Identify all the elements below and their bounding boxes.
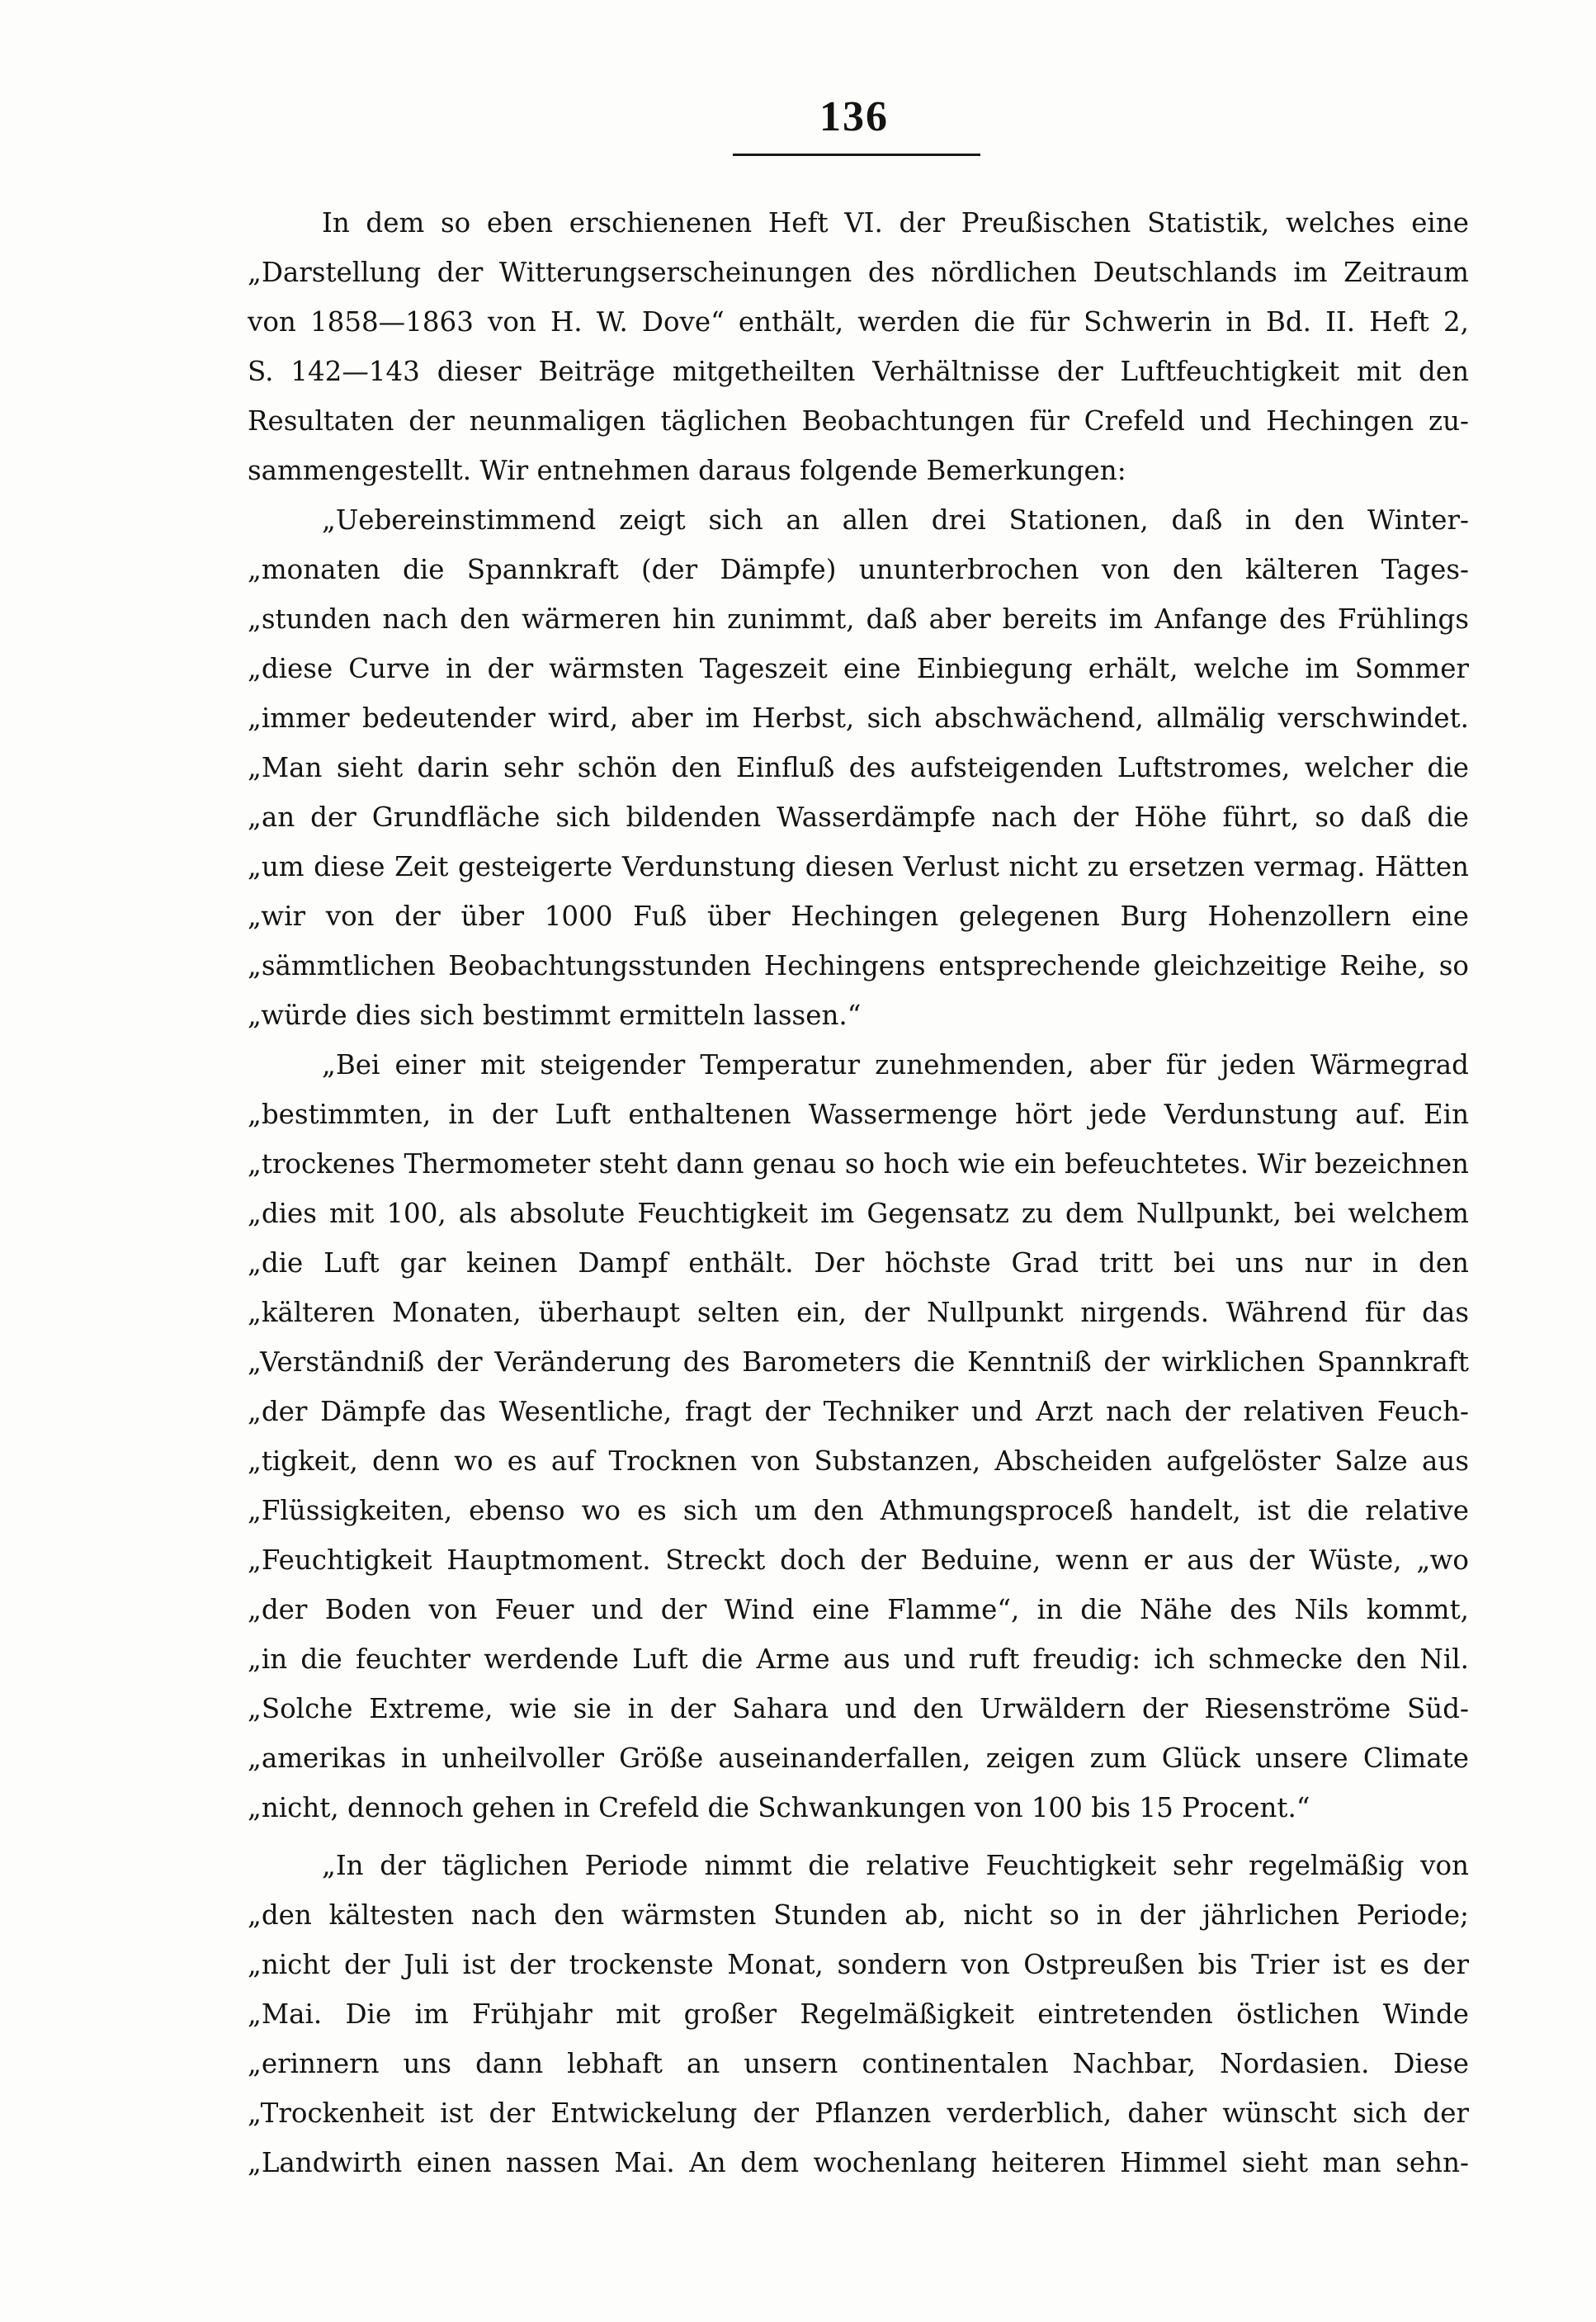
text-line: „Bei einer mit steigender Temperatur zunehmenden, aber für jeden Wärmegrad	[322, 1049, 1469, 1081]
text-line: „Flüssigkeiten, ebenso wo es sich um den Athmungsproceß handelt, ist die relative	[248, 1495, 1469, 1526]
text-line: „dies mit 100, als absolute Feuchtigkeit im Gegensatz zu dem Nullpunkt, bei welchem	[248, 1198, 1469, 1229]
text-line: „Feuchtigkeit Hauptmoment. Streckt doch der Beduine, wenn er aus der Wüste, „wo	[248, 1544, 1469, 1576]
paragraph-3	[248, 1040, 1469, 1833]
text-line: „stunden nach den wärmeren hin zunimmt, daß aber bereits im Anfange des Frühlings	[248, 603, 1469, 635]
text-line: In dem so eben erschienenen Heft VI. der Preußischen Statistik, welches eine	[322, 207, 1469, 239]
text-line: „Man sieht darin sehr schön den Einfluß des aufsteigenden Luftstromes, welcher die	[248, 752, 1469, 783]
paragraph-2	[248, 495, 1469, 1040]
text-line: „in die feuchter werdende Luft die Arme aus und ruft freudig: ich schmecke den Nil.	[248, 1643, 1469, 1675]
text-line: „diese Curve in der wärmsten Tageszeit eine Einbiegung erhält, welche im Sommer	[248, 653, 1469, 684]
text-line: „um diese Zeit gesteigerte Verdunstung diesen Verlust nicht zu ersetzen vermag. Hätten	[248, 851, 1469, 882]
text-line: sammengestellt. Wir entnehmen daraus folgende Bemerkungen:	[248, 455, 1126, 486]
text-line: „kälteren Monaten, überhaupt selten ein, der Nullpunkt nirgends. Während für das	[248, 1297, 1469, 1328]
text-line: „trockenes Thermometer steht dann genau so hoch wie ein befeuchtetes. Wir bezeichnen	[248, 1148, 1469, 1180]
text-line: „immer bedeutender wird, aber im Herbst, sich abschwächend, allmälig verschwindet.	[248, 702, 1469, 734]
text-line: „an der Grundfläche sich bildenden Wasserdämpfe nach der Höhe führt, so daß die	[248, 802, 1469, 833]
text-line: von 1858—1863 von H. W. Dove“ enthält, werden die für Schwerin in Bd. II. Heft 2,	[248, 306, 1469, 338]
text-line: „amerikas in unheilvoller Größe auseinanderfallen, zeigen zum Glück unsere Climate	[248, 1743, 1469, 1774]
text-line: „die Luft gar keinen Dampf enthält. Der höchste Grad tritt bei uns nur in den	[248, 1247, 1469, 1279]
text-line: „wir von der über 1000 Fuß über Hechingen gelegenen Burg Hohenzollern eine	[248, 901, 1469, 932]
text-line: „der Dämpfe das Wesentliche, fragt der Techniker und Arzt nach der relativen Feuch-	[248, 1396, 1469, 1427]
paragraph-1	[248, 198, 1469, 495]
text-line: Resultaten der neunmaligen täglichen Beobachtungen für Crefeld und Hechingen zu-	[248, 405, 1469, 437]
page-number: 136	[819, 93, 889, 140]
paragraph-4	[248, 1841, 1469, 2187]
text-line: „erinnern uns dann lebhaft an unsern continentalen Nachbar, Nordasien. Diese	[248, 2048, 1469, 2079]
text-line: „Mai. Die im Frühjahr mit großer Regelmäßigkeit eintretenden östlichen Winde	[248, 1998, 1469, 2030]
text-line: „Landwirth einen nassen Mai. An dem wochenlang heiteren Himmel sieht man sehn-	[248, 2147, 1469, 2178]
text-line: „Darstellung der Witterungserscheinungen des nördlichen Deutschlands im Zeitraum	[248, 257, 1469, 288]
text-line: „tigkeit, denn wo es auf Trocknen von Substanzen, Abscheiden aufgelöster Salze aus	[248, 1445, 1469, 1477]
text-line: „den kältesten nach den wärmsten Stunden ab, nicht so in der jährlichen Periode;	[248, 1899, 1469, 1931]
text-line: „Trockenheit ist der Entwickelung der Pflanzen verderblich, daher wünscht sich der	[248, 2097, 1469, 2129]
text-line: S. 142—143 dieser Beiträge mitgetheilten Verhältnisse der Luftfeuchtigkeit mit den	[248, 356, 1469, 387]
text-line: „der Boden von Feuer und der Wind eine Flamme“, in die Nähe des Nils kommt,	[248, 1594, 1469, 1625]
text-line: „monaten die Spannkraft (der Dämpfe) ununterbrochen von den kälteren Tages-	[248, 554, 1469, 585]
text-line: „Verständniß der Veränderung des Barometers die Kenntniß der wirklichen Spannkraft	[248, 1346, 1469, 1378]
text-line: „Solche Extreme, wie sie in der Sahara und den Urwäldern der Riesenströme Süd-	[248, 1693, 1469, 1724]
text-line: „bestimmten, in der Luft enthaltenen Wassermenge hört jede Verdunstung auf. Ein	[248, 1099, 1469, 1130]
body-text	[248, 198, 1469, 2187]
text-line: „nicht der Juli ist der trockenste Monat, sondern von Ostpreußen bis Trier ist es der	[248, 1949, 1469, 1980]
paragraph-gap	[248, 1833, 1469, 1841]
text-line: „sämmtlichen Beobachtungsstunden Hechingens entsprechende gleichzeitige Reihe, so	[248, 950, 1469, 981]
header-rule	[733, 154, 980, 156]
text-line: „Uebereinstimmend zeigt sich an allen drei Stationen, daß in den Winter-	[322, 504, 1469, 536]
text-line: „würde dies sich bestimmt ermitteln lassen.“	[248, 1000, 862, 1031]
text-line: „nicht, dennoch gehen in Crefeld die Schwankungen von 100 bis 15 Procent.“	[248, 1792, 1310, 1823]
text-line: „In der täglichen Periode nimmt die relative Feuchtigkeit sehr regelmäßig von	[322, 1850, 1469, 1881]
